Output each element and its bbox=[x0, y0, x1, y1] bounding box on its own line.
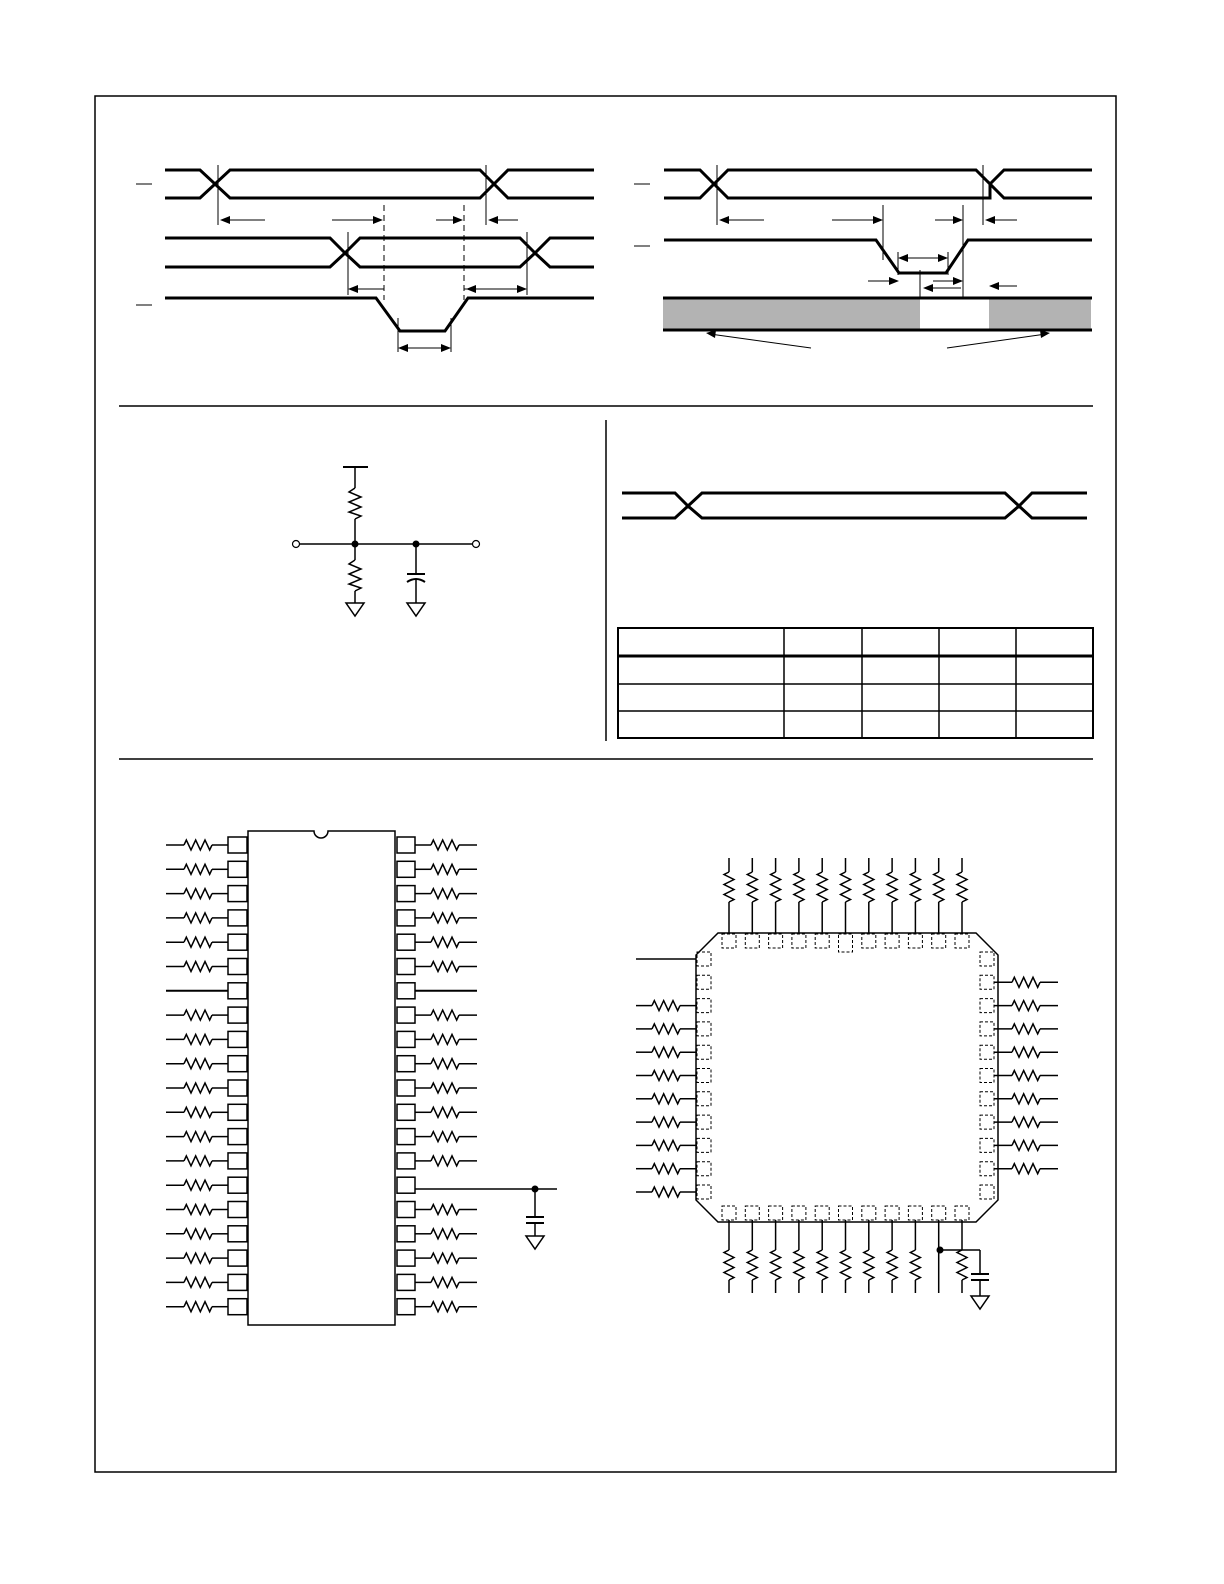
resistor bbox=[184, 1132, 212, 1142]
resistor bbox=[652, 1094, 680, 1104]
plcc-pin-left bbox=[697, 1115, 711, 1129]
plcc-pin-top bbox=[932, 934, 946, 948]
dip-pin-left bbox=[228, 861, 247, 877]
dip-pin-left bbox=[228, 1226, 247, 1242]
resistor bbox=[794, 872, 804, 902]
plcc-pin-bottom bbox=[955, 1206, 969, 1220]
resistor bbox=[184, 1205, 212, 1215]
resistor bbox=[841, 872, 851, 902]
resistor bbox=[184, 1010, 212, 1020]
resistor bbox=[431, 1010, 459, 1020]
resistor bbox=[184, 1059, 212, 1069]
resistor bbox=[184, 1083, 212, 1093]
dip-pin-left bbox=[228, 1080, 247, 1096]
invalid-data-region bbox=[663, 299, 920, 330]
plcc-pin-left bbox=[697, 1069, 711, 1083]
read-cycle-timing-diagram bbox=[136, 165, 594, 352]
resistor bbox=[431, 1059, 459, 1069]
dip-pin-right bbox=[397, 1250, 415, 1266]
plcc-pin-right bbox=[980, 1045, 994, 1059]
dip-pin-left bbox=[228, 1153, 247, 1169]
dip-pin-left bbox=[228, 959, 247, 975]
dip-pin-right bbox=[397, 886, 415, 902]
ground-symbol bbox=[407, 603, 425, 616]
plcc-pin-right bbox=[980, 1069, 994, 1083]
plcc-pin-left bbox=[697, 1045, 711, 1059]
plcc-pin-top bbox=[792, 934, 806, 948]
dip-pin-right bbox=[397, 1153, 415, 1169]
plcc-pin-right bbox=[980, 975, 994, 989]
resistor bbox=[184, 913, 212, 923]
dip-pin-right bbox=[397, 1104, 415, 1120]
plcc-pin-right bbox=[980, 1162, 994, 1176]
dip-pin-right bbox=[397, 934, 415, 950]
dip-pin-right bbox=[397, 1031, 415, 1047]
resistor bbox=[184, 1302, 212, 1312]
resistor bbox=[817, 872, 827, 902]
plcc-pin-left bbox=[697, 975, 711, 989]
pull-down-resistor bbox=[349, 560, 361, 591]
resistor bbox=[431, 937, 459, 947]
invalid-data-region-right bbox=[989, 299, 1091, 330]
dip-package-body bbox=[248, 831, 395, 1325]
plcc-pin-right bbox=[980, 1115, 994, 1129]
resistor bbox=[431, 1253, 459, 1263]
plcc-pin-right bbox=[980, 952, 994, 966]
resistor bbox=[1012, 977, 1040, 987]
resistor bbox=[184, 1229, 212, 1239]
resistor bbox=[652, 1164, 680, 1174]
plcc-pin-left bbox=[697, 999, 711, 1013]
plcc-pin-top bbox=[769, 934, 783, 948]
plcc-pin-top bbox=[885, 934, 899, 948]
resistor bbox=[1012, 1164, 1040, 1174]
resistor bbox=[841, 1250, 851, 1280]
resistor bbox=[431, 1034, 459, 1044]
plcc-pin-bottom bbox=[862, 1206, 876, 1220]
plcc-pin-right bbox=[980, 1185, 994, 1199]
plcc-pin-top bbox=[862, 934, 876, 948]
resistor bbox=[910, 1250, 920, 1280]
plcc-pin-bottom bbox=[722, 1206, 736, 1220]
plcc-burn-in-circuit bbox=[636, 858, 1058, 1309]
input-pulse-waveform bbox=[622, 493, 1087, 518]
resistor bbox=[184, 1034, 212, 1044]
plcc-pin-top bbox=[815, 934, 829, 948]
dip-pin-left bbox=[228, 1007, 247, 1023]
resistor bbox=[652, 1140, 680, 1150]
resistor bbox=[771, 872, 781, 902]
plcc-pin-bottom bbox=[769, 1206, 783, 1220]
dip-pin-right bbox=[397, 1299, 415, 1315]
resistor bbox=[184, 1277, 212, 1287]
resistor bbox=[724, 1250, 734, 1280]
resistor bbox=[431, 840, 459, 850]
dip-pin-right bbox=[397, 1080, 415, 1096]
plcc-pin-right bbox=[980, 1022, 994, 1036]
resistor bbox=[652, 1071, 680, 1081]
dip-pin-left bbox=[228, 1104, 247, 1120]
dip-pin-left bbox=[228, 837, 247, 853]
dip-pin-right bbox=[397, 1177, 415, 1193]
dip-pin-left bbox=[228, 886, 247, 902]
resistor bbox=[184, 1253, 212, 1263]
resistor bbox=[957, 1250, 967, 1280]
resistor bbox=[431, 1132, 459, 1142]
dip-pin-right bbox=[397, 1056, 415, 1072]
dip-pin-right bbox=[397, 837, 415, 853]
dip-pin-left bbox=[228, 934, 247, 950]
dip-pin-right bbox=[397, 910, 415, 926]
ground-symbol bbox=[526, 1236, 544, 1249]
resistor bbox=[184, 840, 212, 850]
plcc-package-body bbox=[696, 933, 998, 1222]
resistor bbox=[864, 872, 874, 902]
dip-pin-left bbox=[228, 1177, 247, 1193]
resistor bbox=[184, 1180, 212, 1190]
resistor bbox=[747, 872, 757, 902]
dip-pin-right bbox=[397, 861, 415, 877]
resistor bbox=[431, 913, 459, 923]
resistor bbox=[887, 872, 897, 902]
dip-pin-right bbox=[397, 959, 415, 975]
plcc-pin-left bbox=[697, 1092, 711, 1106]
plcc-pin-top bbox=[908, 934, 922, 948]
dip-pin-left bbox=[228, 1031, 247, 1047]
resistor bbox=[1012, 1140, 1040, 1150]
spec-table bbox=[618, 628, 1093, 738]
plcc-pin-top bbox=[722, 934, 736, 948]
dip-pin-right bbox=[397, 1226, 415, 1242]
resistor bbox=[184, 1107, 212, 1117]
resistor bbox=[724, 872, 734, 902]
plcc-pin-top bbox=[955, 934, 969, 948]
plcc-pin-bottom bbox=[908, 1206, 922, 1220]
plcc-pin-bottom bbox=[885, 1206, 899, 1220]
dip-pin-right bbox=[397, 1007, 415, 1023]
resistor bbox=[431, 889, 459, 899]
ground-symbol bbox=[346, 603, 364, 616]
resistor bbox=[431, 962, 459, 972]
resistor bbox=[652, 1024, 680, 1034]
plcc-pin-right bbox=[980, 1092, 994, 1106]
plcc-pin-left bbox=[697, 1138, 711, 1152]
resistor bbox=[747, 1250, 757, 1280]
dip-burn-in-circuit bbox=[166, 831, 557, 1325]
resistor bbox=[864, 1250, 874, 1280]
resistor bbox=[771, 1250, 781, 1280]
plcc-pin-top bbox=[839, 934, 853, 952]
dip-pin-left bbox=[228, 983, 247, 999]
dip-pin-left bbox=[228, 1299, 247, 1315]
dip-pin-left bbox=[228, 1056, 247, 1072]
resistor bbox=[184, 889, 212, 899]
resistor bbox=[431, 1277, 459, 1287]
ground-symbol bbox=[971, 1296, 989, 1309]
dip-pin-right bbox=[397, 1202, 415, 1218]
plcc-pin-top bbox=[745, 934, 759, 948]
resistor bbox=[184, 962, 212, 972]
plcc-pin-right bbox=[980, 999, 994, 1013]
resistor bbox=[887, 1250, 897, 1280]
resistor bbox=[1012, 1117, 1040, 1127]
ac-test-load-circuit bbox=[293, 467, 480, 616]
resistor bbox=[431, 1083, 459, 1093]
pull-up-resistor bbox=[349, 488, 361, 519]
dip-pin-right bbox=[397, 1129, 415, 1145]
resistor bbox=[1012, 1071, 1040, 1081]
plcc-pin-bottom bbox=[932, 1206, 946, 1220]
resistor bbox=[934, 872, 944, 902]
resistor bbox=[817, 1250, 827, 1280]
plcc-pin-bottom bbox=[815, 1206, 829, 1220]
plcc-pin-bottom bbox=[745, 1206, 759, 1220]
resistor bbox=[184, 864, 212, 874]
resistor bbox=[652, 1047, 680, 1057]
plcc-pin-left bbox=[697, 1185, 711, 1199]
dip-pin-left bbox=[228, 1129, 247, 1145]
plcc-pin-left bbox=[697, 1162, 711, 1176]
resistor bbox=[431, 864, 459, 874]
write-cycle-timing-diagram bbox=[634, 165, 1092, 348]
resistor bbox=[1012, 1024, 1040, 1034]
resistor bbox=[184, 1156, 212, 1166]
resistor bbox=[184, 937, 212, 947]
resistor bbox=[957, 872, 967, 902]
dip-pin-left bbox=[228, 1202, 247, 1218]
resistor bbox=[652, 1117, 680, 1127]
resistor bbox=[431, 1156, 459, 1166]
resistor bbox=[652, 1187, 680, 1197]
resistor bbox=[794, 1250, 804, 1280]
plcc-pin-bottom bbox=[839, 1206, 853, 1220]
resistor bbox=[652, 1001, 680, 1011]
resistor bbox=[431, 1205, 459, 1215]
resistor bbox=[431, 1302, 459, 1312]
dip-pin-right bbox=[397, 1274, 415, 1290]
plcc-pin-left bbox=[697, 1022, 711, 1036]
dip-pin-left bbox=[228, 1250, 247, 1266]
resistor bbox=[1012, 1047, 1040, 1057]
resistor bbox=[910, 872, 920, 902]
dip-pin-left bbox=[228, 1274, 247, 1290]
resistor bbox=[431, 1107, 459, 1117]
plcc-pin-right bbox=[980, 1138, 994, 1152]
resistor bbox=[1012, 1001, 1040, 1011]
plcc-pin-left bbox=[697, 952, 711, 966]
output-terminal bbox=[473, 541, 480, 548]
input-terminal bbox=[293, 541, 300, 548]
dip-pin-right bbox=[397, 983, 415, 999]
dip-pin-left bbox=[228, 910, 247, 926]
resistor bbox=[431, 1229, 459, 1239]
resistor bbox=[1012, 1094, 1040, 1104]
plcc-pin-bottom bbox=[792, 1206, 806, 1220]
